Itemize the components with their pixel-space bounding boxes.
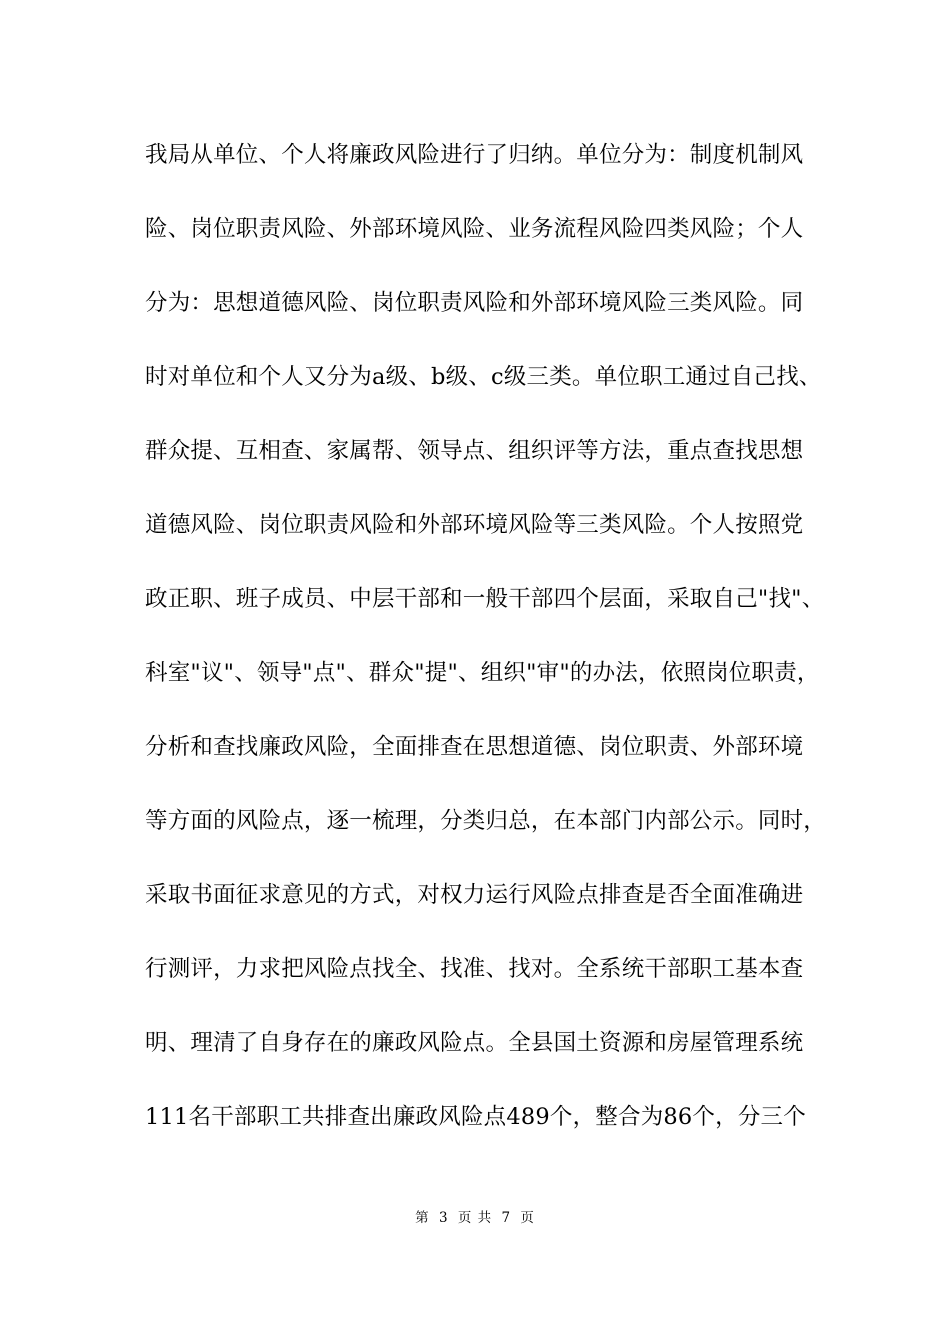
page-footer	[0, 1206, 950, 1226]
text-line-7: 政正职、班子成员、中层干部和一般干部四个层面，采取自己"找"、	[145, 586, 825, 612]
text-line-1: 我局从单位、个人将廉政风险进行了归纳。单位分为：制度机制风	[145, 142, 804, 168]
text-line-13: 明、理清了自身存在的廉政风险点。全县国土资源和房屋管理系统	[145, 1030, 804, 1056]
text-line-11: 采取书面征求意见的方式，对权力运行风险点排查是否全面准确进	[145, 882, 804, 908]
text-line-9: 分析和查找廉政风险，全面排查在思想道德、岗位职责、外部环境	[145, 734, 804, 760]
footer-prefix: 第	[415, 1210, 430, 1226]
text-line-3: 分为：思想道德风险、岗位职责风险和外部环境风险三类风险。同	[145, 290, 804, 316]
text-line-8: 科室"议"、领导"点"、群众"提"、组织"审"的办法，依照岗位职责，	[145, 660, 820, 686]
text-line-2: 险、岗位职责风险、外部环境风险、业务流程风险四类风险；个人	[145, 216, 804, 242]
footer-suffix: 页	[520, 1210, 535, 1226]
text-line-4: 时对单位和个人又分为a级、b级、c级三类。单位职工通过自己找、	[145, 364, 822, 390]
text-line-14: 111名干部职工共排查出廉政风险点489个，整合为86个，分三个	[145, 1104, 806, 1130]
body-paragraph	[145, 133, 827, 1169]
text-line-6: 道德风险、岗位职责风险和外部环境风险等三类风险。个人按照党	[145, 512, 804, 538]
text-line-10: 等方面的风险点，逐一梳理，分类归总，在本部门内部公示。同时，	[145, 808, 827, 834]
footer-current-page: 3	[438, 1210, 449, 1226]
footer-middle: 页 共	[457, 1210, 493, 1226]
text-line-12: 行测评，力求把风险点找全、找准、找对。全系统干部职工基本查	[145, 956, 804, 982]
footer-total-pages: 7	[501, 1210, 512, 1226]
text-line-5: 群众提、互相查、家属帮、领导点、组织评等方法，重点查找思想	[145, 438, 804, 464]
